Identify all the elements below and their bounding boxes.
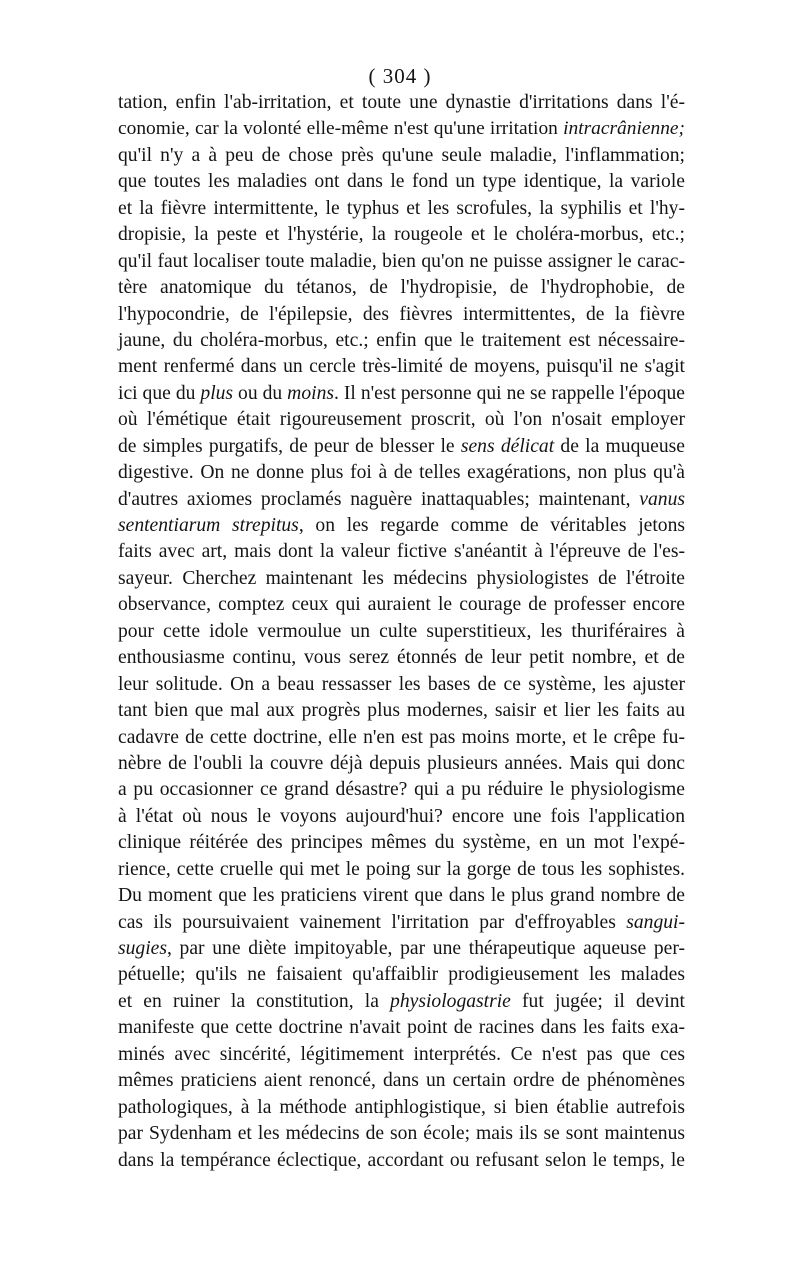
text-line xyxy=(118,989,685,1015)
text-span: a pu occasionner ce grand désastre? qui a pu réduire le physiologisme xyxy=(118,779,685,801)
italic-text: intracrânienne; xyxy=(563,118,685,140)
text-span: faits avec art, mais dont la valeur fictive s'anéantit à l'épreuve de l'es- xyxy=(118,541,685,563)
italic-text: sententiarum strepitus xyxy=(118,515,299,536)
text-span: tère anatomique du tétanos, de l'hydropisie, de l'hydrophobie, de xyxy=(118,277,685,299)
text-span: à l'état où nous le voyons aujourd'hui? encore une fois l'application xyxy=(118,805,685,827)
text-span: cas ils poursuivaient vainement l'irritation par d'effroyables xyxy=(118,911,627,933)
text-line xyxy=(118,645,685,671)
text-span: , par une diète impitoyable, par une thérapeutique aqueuse per- xyxy=(166,938,685,959)
text-span: cadavre de cette doctrine, elle n'en est pas moins morte, et le crêpe fu- xyxy=(118,726,685,748)
text-line xyxy=(118,1095,685,1121)
text-span: , on les regarde comme de véritables jetons xyxy=(298,515,685,536)
text-span: manifeste que cette doctrine n'avait point de racines dans les faits exa- xyxy=(118,1017,685,1039)
text-span: clinique réitérée des principes mêmes du système, en un mot l'expé- xyxy=(118,832,685,854)
text-line xyxy=(118,592,685,618)
text-line xyxy=(118,777,685,803)
italic-text: sens délicat xyxy=(460,435,555,457)
text-span: enthousiasme continu, vous serez étonnés de leur petit nombre, et de xyxy=(118,647,685,669)
text-line xyxy=(118,487,685,513)
text-line xyxy=(118,619,685,645)
text-line xyxy=(118,354,685,380)
text-span: tant bien que mal aux progrès plus modernes, saisir et lier les faits au xyxy=(118,700,685,722)
text-line xyxy=(118,116,685,142)
text-line xyxy=(118,169,685,195)
text-line xyxy=(118,1068,685,1094)
text-line xyxy=(118,1121,685,1147)
text-line xyxy=(118,936,685,962)
text-span: observance, comptez ceux qui auraient le courage de professer encore xyxy=(118,594,685,616)
text-span: nèbre de l'oubli la couvre déjà depuis plusieurs années. Mais qui donc xyxy=(118,752,685,774)
text-line xyxy=(118,434,685,460)
text-span: et la fièvre intermittente, le typhus et les scrofules, la syphilis et l'hy- xyxy=(118,197,685,219)
text-line xyxy=(118,381,685,407)
text-span: dropisie, la peste et l'hystérie, la rougeole et le choléra-morbus, etc.; xyxy=(118,224,685,246)
text-line xyxy=(118,698,685,724)
text-span: pathologiques, à la méthode antiphlogistique, si bien établie autrefois xyxy=(118,1096,685,1118)
text-line xyxy=(118,143,685,169)
text-line xyxy=(118,804,685,830)
text-span: et en ruiner la constitution, la xyxy=(118,990,391,1012)
text-span: où l'émétique était rigoureusement proscrit, où l'on n'osait employer xyxy=(118,409,685,431)
text-span: mêmes praticiens aient renoncé, dans un certain ordre de phénomènes xyxy=(118,1070,685,1092)
text-span: dans la tempérance éclectique, accordant ou refusant selon le temps, le xyxy=(118,1149,685,1171)
text-span: leur solitude. On a beau ressasser les bases de ce système, les ajuster xyxy=(118,673,685,695)
text-span: minés avec sincérité, légitimement interprétés. Ce n'est pas que ces xyxy=(118,1043,685,1065)
text-span: de simples purgatifs, de peur de blesser le xyxy=(118,435,461,457)
text-span: conomie, car la volonté elle-même n'est qu'une irritation xyxy=(118,118,564,140)
text-span: sayeur. Cherchez maintenant les médecins physiologistes de l'étroite xyxy=(118,567,685,589)
text-span: d'autres axiomes proclamés naguère inattaquables; maintenant, xyxy=(118,488,640,510)
text-line xyxy=(118,830,685,856)
text-span: rience, cette cruelle qui met le poing sur la gorge de tous les sophistes. xyxy=(118,858,685,880)
text-span: fut jugée; il devint xyxy=(510,990,685,1012)
text-span: de la muqueuse xyxy=(554,435,685,457)
text-line xyxy=(118,460,685,486)
text-line xyxy=(118,407,685,433)
text-span: tation, enfin l'ab-irritation, et toute une dynastie d'irritations dans l'é- xyxy=(118,92,685,113)
text-line xyxy=(118,1015,685,1041)
text-span: ici que du xyxy=(118,382,201,404)
text-line xyxy=(118,328,685,354)
text-line xyxy=(118,249,685,275)
text-line xyxy=(118,857,685,883)
text-span: pour cette idole vermoulue un culte superstitieux, les thuriféraires à xyxy=(118,620,685,642)
text-line xyxy=(118,302,685,328)
text-span: . Il n'est personne qui ne se rappelle l'époque xyxy=(334,382,685,404)
text-span: par Sydenham et les médecins de son école; mais ils se sont maintenus xyxy=(118,1123,685,1145)
text-line xyxy=(118,751,685,777)
text-span: l'hypocondrie, de l'épilepsie, des fièvres intermittentes, de la fièvre xyxy=(118,303,685,325)
text-line xyxy=(118,513,685,539)
text-line xyxy=(118,1148,685,1174)
text-span: digestive. On ne donne plus foi à de telles exagérations, non plus qu'à xyxy=(118,462,685,484)
italic-text: moins xyxy=(287,382,334,404)
text-line xyxy=(118,222,685,248)
text-span: ou du xyxy=(233,382,288,404)
italic-text: sugies xyxy=(118,938,167,959)
page-number: ( 304 ) xyxy=(368,64,432,88)
italic-text: sangui- xyxy=(626,911,685,933)
text-span: que toutes les maladies ont dans le fond un type identique, la variole xyxy=(118,171,685,193)
text-line xyxy=(118,1042,685,1068)
text-span: qu'il faut localiser toute maladie, bien qu'on ne puisse assigner le carac- xyxy=(118,250,685,272)
italic-text: vanus xyxy=(639,488,685,510)
text-line xyxy=(118,725,685,751)
text-line xyxy=(118,275,685,301)
text-line xyxy=(118,962,685,988)
text-span: Du moment que les praticiens virent que dans le plus grand nombre de xyxy=(118,885,685,907)
text-line xyxy=(118,883,685,909)
text-line xyxy=(118,539,685,565)
text-line xyxy=(118,90,685,116)
italic-text: physiologastrie xyxy=(390,990,511,1012)
text-line xyxy=(118,672,685,698)
text-span: jaune, du choléra-morbus, etc.; enfin que le traitement est nécessaire- xyxy=(118,329,685,351)
text-span: ment renfermé dans un cercle très-limité de moyens, puisqu'il ne s'agit xyxy=(118,356,685,378)
text-span: pétuelle; qu'ils ne faisaient qu'affaiblir prodigieusement les malades xyxy=(118,964,685,986)
italic-text: plus xyxy=(200,382,234,404)
text-line xyxy=(118,566,685,592)
text-line xyxy=(118,196,685,222)
body-text xyxy=(118,90,685,1174)
text-line xyxy=(118,910,685,936)
text-span: qu'il n'y a à peu de chose près qu'une seule maladie, l'inflammation; xyxy=(118,144,685,166)
